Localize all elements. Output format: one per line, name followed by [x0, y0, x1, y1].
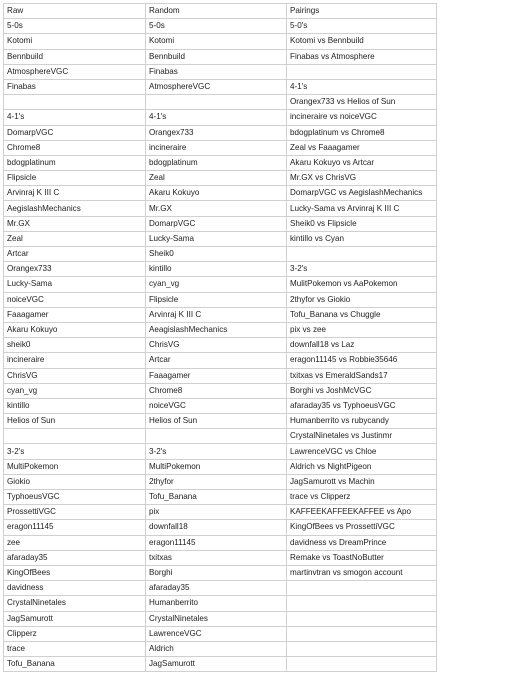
table-cell[interactable]: Finabas — [146, 64, 287, 79]
table-cell[interactable]: Tofu_Banana — [4, 657, 146, 672]
table-cell[interactable]: bdogplatinum — [146, 155, 287, 170]
table-cell[interactable]: sheik0 — [4, 338, 146, 353]
table-row — [4, 49, 437, 64]
table-cell[interactable]: JagSamurott — [4, 611, 146, 626]
table-cell[interactable]: Clipperz — [4, 626, 146, 641]
table-cell[interactable]: Orangex733 vs Helios of Sun — [287, 95, 437, 110]
table-row — [4, 64, 437, 79]
table-cell[interactable]: MulitPokemon vs AaPokemon — [287, 277, 437, 292]
table-cell[interactable]: Remake vs ToastNoButter — [287, 550, 437, 565]
table-cell[interactable]: Zeal — [146, 171, 287, 186]
table-cell[interactable]: Flipsicle — [4, 171, 146, 186]
table-row — [4, 368, 437, 383]
table-cell[interactable]: AtmosphereVGC — [4, 64, 146, 79]
table-cell[interactable]: kintillo vs Cyan — [287, 231, 437, 246]
table-cell[interactable]: Akaru Kokuyo — [146, 186, 287, 201]
table-row — [4, 520, 437, 535]
table-cell[interactable]: KingOfBees vs ProssettiVGC — [287, 520, 437, 535]
table-cell[interactable]: DomarpVGC — [4, 125, 146, 140]
table-cell[interactable] — [287, 581, 437, 596]
table-cell[interactable]: TyphoeusVGC — [4, 490, 146, 505]
table-row — [4, 19, 437, 34]
table-cell[interactable]: Akaru Kokuyo vs Artcar — [287, 155, 437, 170]
table-cell[interactable]: Orangex733 — [146, 125, 287, 140]
table-cell[interactable]: Helios of Sun — [146, 414, 287, 429]
table-cell[interactable]: Raw — [4, 4, 146, 19]
table-cell[interactable]: 4-1's — [4, 110, 146, 125]
table-cell[interactable]: JagSamurott — [146, 657, 287, 672]
table-cell[interactable]: Orangex733 — [4, 262, 146, 277]
table-cell[interactable]: zee — [4, 535, 146, 550]
table-cell[interactable]: Akaru Kokuyo — [4, 322, 146, 337]
table-cell[interactable]: Borghi — [146, 565, 287, 580]
table-cell[interactable]: 2thyfor vs Giokio — [287, 292, 437, 307]
table-cell[interactable]: MultiPokemon — [4, 459, 146, 474]
table-row — [4, 565, 437, 580]
table-cell[interactable]: Random — [146, 4, 287, 19]
table-cell[interactable]: DomarpVGC — [146, 216, 287, 231]
table-cell[interactable]: pix vs zee — [287, 322, 437, 337]
table-cell[interactable]: 5-0's — [287, 19, 437, 34]
table-cell[interactable]: 2thyfor — [146, 474, 287, 489]
table-row — [4, 505, 437, 520]
table-cell[interactable]: Artcar — [4, 247, 146, 262]
table-cell[interactable]: Humanberrito — [146, 596, 287, 611]
table-cell[interactable]: Humanberrito vs rubycandy — [287, 414, 437, 429]
table-row — [4, 95, 437, 110]
table-cell[interactable] — [287, 626, 437, 641]
table-row — [4, 338, 437, 353]
table-row — [4, 550, 437, 565]
table-row — [4, 459, 437, 474]
table-row — [4, 474, 437, 489]
table-cell[interactable]: Tofu_Banana vs Chuggle — [287, 307, 437, 322]
table-cell[interactable]: Aldrich vs NightPigeon — [287, 459, 437, 474]
table-cell[interactable]: eragon11145 vs Robbie35646 — [287, 353, 437, 368]
table-cell[interactable]: 4-1's — [287, 79, 437, 94]
table-cell[interactable]: Faaagamer — [146, 368, 287, 383]
table-cell[interactable]: Arvinraj K III C — [146, 307, 287, 322]
table-row — [4, 611, 437, 626]
table-row — [4, 110, 437, 125]
table-cell[interactable]: Arvinraj K III C — [4, 186, 146, 201]
table-cell[interactable]: Finabas — [4, 79, 146, 94]
table-cell[interactable]: Zeal vs Faaagamer — [287, 140, 437, 155]
table-row — [4, 140, 437, 155]
table-cell[interactable]: DomarpVGC vs AegislashMechanics — [287, 186, 437, 201]
table-cell[interactable]: 5-0s — [4, 19, 146, 34]
table-cell[interactable]: davidness — [4, 581, 146, 596]
table-cell[interactable]: trace — [4, 641, 146, 656]
table-cell[interactable]: cyan_vg — [146, 277, 287, 292]
table-cell[interactable]: Kotomi — [146, 34, 287, 49]
table-cell[interactable]: 3-2's — [4, 444, 146, 459]
table-cell[interactable]: Chrome8 — [4, 140, 146, 155]
table-cell[interactable]: txitxas vs EmeraldSands17 — [287, 368, 437, 383]
table-cell[interactable]: Pairings — [287, 4, 437, 19]
table-cell[interactable]: Artcar — [146, 353, 287, 368]
table-cell[interactable]: KAFFEEKAFFEEKAFFEE vs Apo — [287, 505, 437, 520]
table-cell[interactable]: LawrenceVGC vs Chloe — [287, 444, 437, 459]
table-cell[interactable]: Kotomi — [4, 34, 146, 49]
table-cell[interactable]: Mr.GX — [4, 216, 146, 231]
table-row — [4, 155, 437, 170]
table-cell[interactable]: Sheik0 — [146, 247, 287, 262]
spreadsheet-body — [4, 4, 437, 672]
table-cell[interactable]: Faaagamer — [4, 307, 146, 322]
table-cell[interactable]: Giokio — [4, 474, 146, 489]
table-cell[interactable] — [146, 429, 287, 444]
table-cell[interactable]: Helios of Sun — [4, 414, 146, 429]
table-row — [4, 444, 437, 459]
table-cell[interactable] — [287, 641, 437, 656]
table-row — [4, 535, 437, 550]
table-cell[interactable]: incineraire vs noiceVGC — [287, 110, 437, 125]
table-row — [4, 34, 437, 49]
table-row — [4, 383, 437, 398]
table-cell[interactable]: incineraire — [4, 353, 146, 368]
table-cell[interactable]: txitxas — [146, 550, 287, 565]
table-row — [4, 307, 437, 322]
table-cell[interactable]: Lucky-Sama vs Arvinraj K III C — [287, 201, 437, 216]
table-cell[interactable]: downfall18 — [146, 520, 287, 535]
table-cell[interactable]: afaraday35 — [4, 550, 146, 565]
table-cell[interactable]: AtmosphereVGC — [146, 79, 287, 94]
table-row — [4, 216, 437, 231]
table-row — [4, 353, 437, 368]
table-row — [4, 4, 437, 19]
table-cell[interactable]: LawrenceVGC — [146, 626, 287, 641]
table-cell[interactable] — [287, 64, 437, 79]
table-cell[interactable]: afaraday35 vs TyphoeusVGC — [287, 398, 437, 413]
table-row — [4, 596, 437, 611]
table-cell[interactable]: Bennbuild — [4, 49, 146, 64]
table-cell[interactable]: Sheik0 vs Flipsicle — [287, 216, 437, 231]
table-cell[interactable]: Lucky-Sama — [146, 231, 287, 246]
table-cell[interactable]: Zeal — [4, 231, 146, 246]
table-row — [4, 626, 437, 641]
table-cell[interactable]: eragon11145 — [4, 520, 146, 535]
table-row — [4, 292, 437, 307]
table-cell[interactable]: bdogplatinum — [4, 155, 146, 170]
table-cell[interactable]: afaraday35 — [146, 581, 287, 596]
table-row — [4, 322, 437, 337]
table-cell[interactable]: MultiPokemon — [146, 459, 287, 474]
table-cell[interactable]: Kotomi vs Bennbuild — [287, 34, 437, 49]
table-cell[interactable]: Finabas vs Atmosphere — [287, 49, 437, 64]
table-cell[interactable] — [287, 611, 437, 626]
table-cell[interactable]: noiceVGC — [146, 398, 287, 413]
table-cell[interactable]: davidness vs DreamPrince — [287, 535, 437, 550]
table-cell[interactable] — [287, 596, 437, 611]
table-cell[interactable]: JagSamurott vs Machin — [287, 474, 437, 489]
table-cell[interactable]: Lucky-Sama — [4, 277, 146, 292]
table-cell[interactable]: noiceVGC — [4, 292, 146, 307]
table-cell[interactable]: CrystalNinetales vs Justinmr — [287, 429, 437, 444]
table-cell[interactable]: ChrisVG — [4, 368, 146, 383]
table-cell[interactable]: martinvtran vs smogon account — [287, 565, 437, 580]
table-cell[interactable]: 3-2's — [146, 444, 287, 459]
table-cell[interactable]: Mr.GX — [146, 201, 287, 216]
table-row — [4, 398, 437, 413]
table-cell[interactable]: eragon11145 — [146, 535, 287, 550]
table-cell[interactable]: KingOfBees — [4, 565, 146, 580]
table-cell[interactable]: downfall18 vs Laz — [287, 338, 437, 353]
table-cell[interactable]: cyan_vg — [4, 383, 146, 398]
table-row — [4, 125, 437, 140]
table-cell[interactable]: Mr.GX vs ChrisVG — [287, 171, 437, 186]
table-cell[interactable] — [4, 429, 146, 444]
table-cell[interactable]: ProssettiVGC — [4, 505, 146, 520]
table-cell[interactable]: CrystalNinetales — [4, 596, 146, 611]
table-cell[interactable]: Tofu_Banana — [146, 490, 287, 505]
table-cell[interactable]: Borghi vs JoshMcVGC — [287, 383, 437, 398]
table-row — [4, 277, 437, 292]
table-cell[interactable]: Chrome8 — [146, 383, 287, 398]
table-cell[interactable]: kintillo — [4, 398, 146, 413]
table-cell[interactable]: CrystalNinetales — [146, 611, 287, 626]
table-cell[interactable]: bdogplatinum vs Chrome8 — [287, 125, 437, 140]
table-row — [4, 641, 437, 656]
table-row — [4, 429, 437, 444]
table-row — [4, 231, 437, 246]
table-cell[interactable]: pix — [146, 505, 287, 520]
table-cell[interactable]: ChrisVG — [146, 338, 287, 353]
table-row — [4, 201, 437, 216]
table-row — [4, 262, 437, 277]
table-cell[interactable] — [287, 247, 437, 262]
table-cell[interactable] — [287, 657, 437, 672]
table-cell[interactable]: 3-2's — [287, 262, 437, 277]
table-cell[interactable]: AegislashMechanics — [4, 201, 146, 216]
table-cell[interactable]: kintillo — [146, 262, 287, 277]
table-cell[interactable]: trace vs Clipperz — [287, 490, 437, 505]
table-cell[interactable]: Bennbuild — [146, 49, 287, 64]
table-cell[interactable]: AeagislashMechanics — [146, 322, 287, 337]
table-row — [4, 186, 437, 201]
table-cell[interactable]: 5-0s — [146, 19, 287, 34]
table-row — [4, 657, 437, 672]
table-cell[interactable] — [4, 95, 146, 110]
table-row — [4, 490, 437, 505]
spreadsheet-grid — [3, 3, 437, 672]
table-row — [4, 414, 437, 429]
table-cell[interactable]: 4-1's — [146, 110, 287, 125]
table-row — [4, 581, 437, 596]
table-cell[interactable]: Aldrich — [146, 641, 287, 656]
table-row — [4, 247, 437, 262]
table-row — [4, 79, 437, 94]
table-row — [4, 171, 437, 186]
table-cell[interactable] — [146, 95, 287, 110]
table-cell[interactable]: incineraire — [146, 140, 287, 155]
table-cell[interactable]: Flipsicle — [146, 292, 287, 307]
